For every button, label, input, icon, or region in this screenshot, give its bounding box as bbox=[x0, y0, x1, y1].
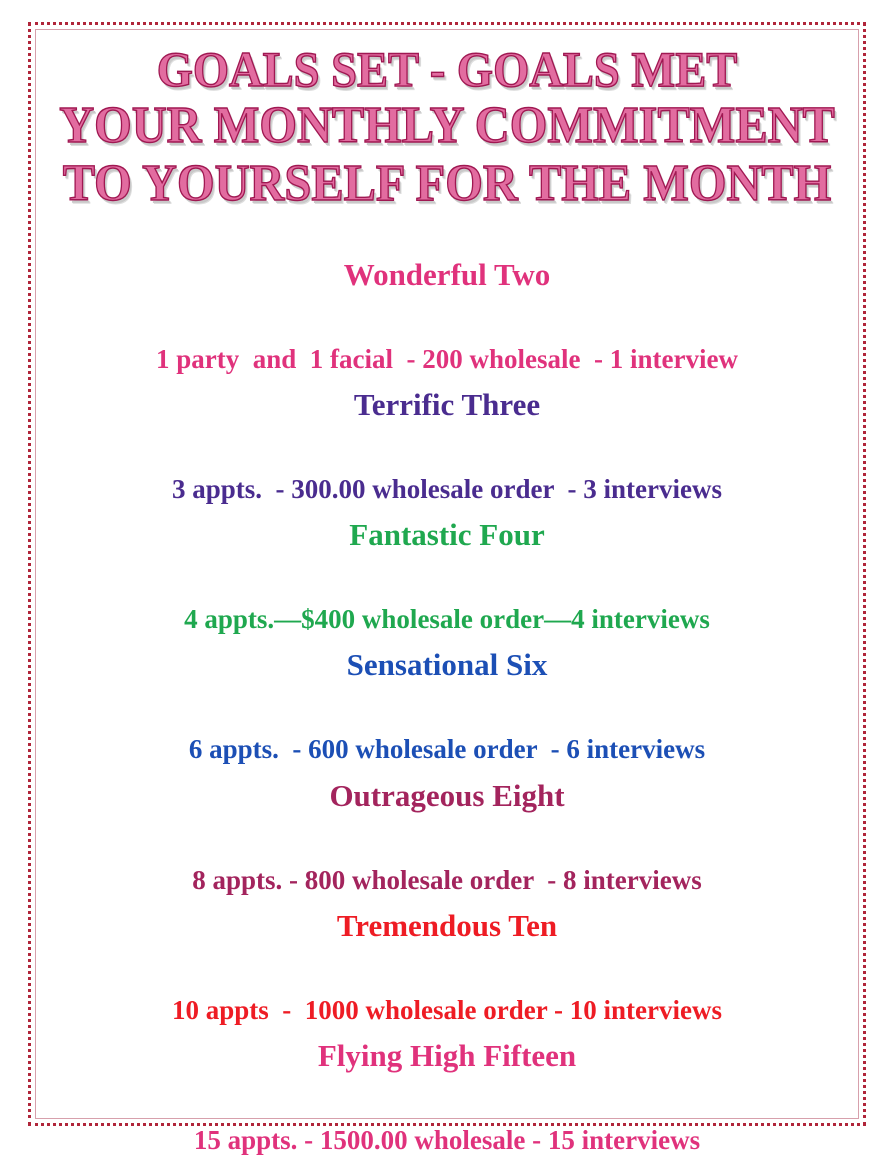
goal-detail: 8 appts. - 800 wholesale order - 8 interviews bbox=[192, 865, 702, 895]
goal-name: Flying High Fifteen bbox=[317, 1038, 577, 1073]
goal-detail: 15 appts. - 1500.00 wholesale - 15 interviews bbox=[193, 1125, 701, 1155]
goal-detail: 1 party and 1 facial - 200 wholesale - 1 interview bbox=[156, 344, 738, 374]
goal-flying-high-fifteen bbox=[30, 1003, 864, 1173]
goal-name: Fantastic Four bbox=[349, 517, 545, 552]
goal-detail: 3 appts. - 300.00 wholesale order - 3 interviews bbox=[172, 474, 722, 504]
goal-name: Tremendous Ten bbox=[336, 908, 558, 943]
title-line-1: GOALS SET - GOALS MET bbox=[156, 41, 738, 97]
goal-name: Outrageous Eight bbox=[329, 778, 565, 813]
goal-detail: 4 appts.—$400 wholesale order—4 interviews bbox=[184, 604, 710, 634]
goal-name: Sensational Six bbox=[346, 647, 548, 682]
goal-detail: 6 appts. - 600 wholesale order - 6 interviews bbox=[188, 734, 706, 764]
goal-detail: 10 appts - 1000 wholesale order - 10 interviews bbox=[172, 995, 722, 1025]
goal-name: Terrific Three bbox=[353, 387, 541, 422]
title-line-2: YOUR MONTHLY COMMITMENT bbox=[59, 97, 835, 154]
title-line-3: TO YOURSELF FOR THE MONTH bbox=[62, 155, 832, 212]
goal-name: Wonderful Two bbox=[343, 257, 551, 292]
title-block bbox=[30, 40, 864, 210]
